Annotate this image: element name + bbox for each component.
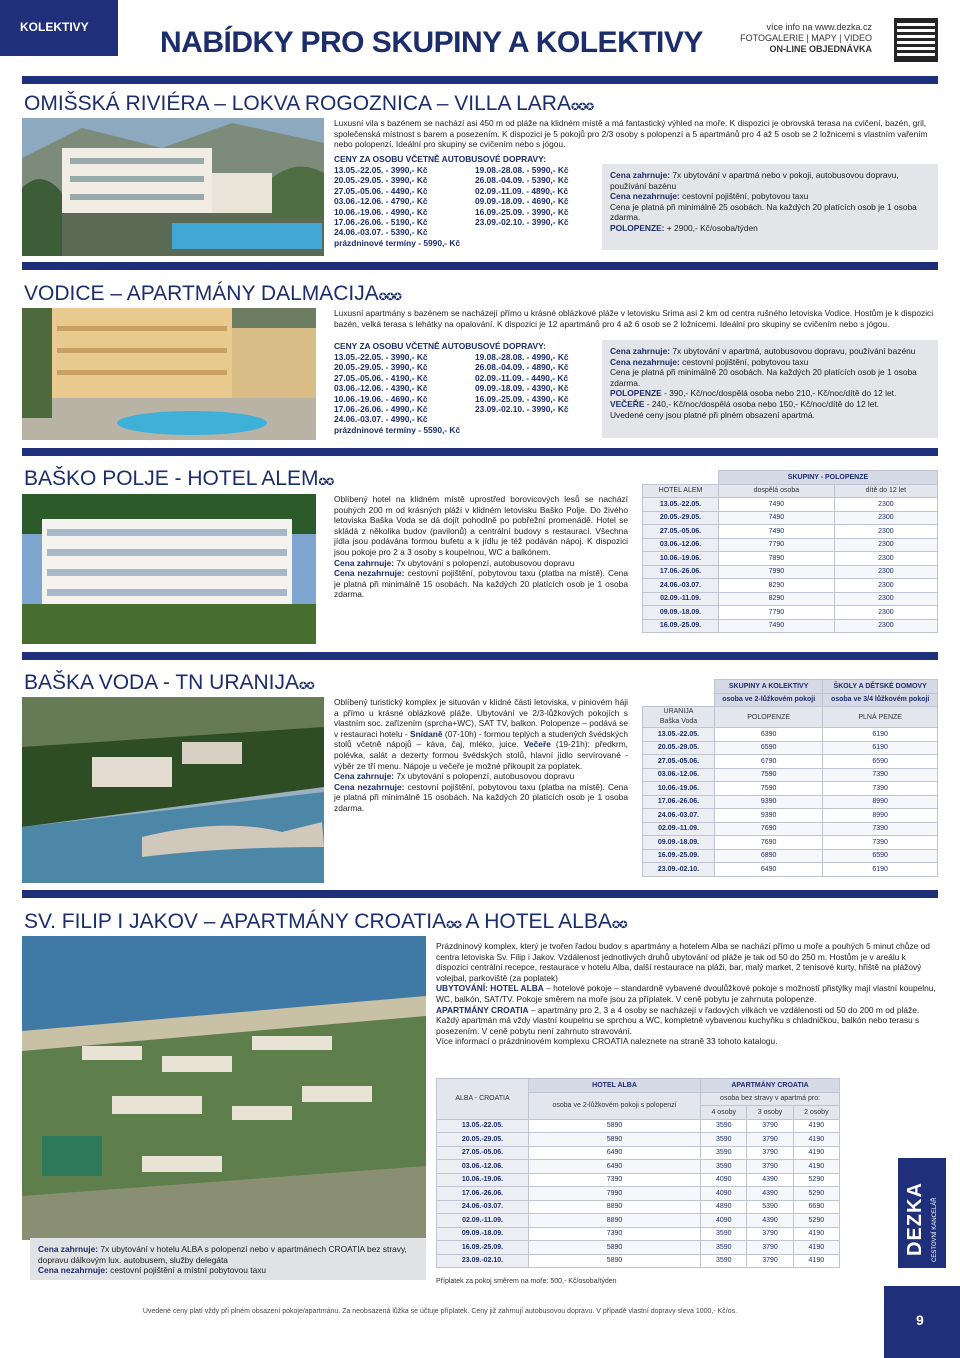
table-cell: 9390 (715, 795, 823, 809)
photo-alem (22, 494, 316, 644)
price-list-2: 19.08.-28.08. - 5990,- Kč 26.08.-04.09. - 5390,- Kč 02.09.-11.09. - 4890,- Kč 09.09.-18.09. - 4690,- Kč 16.09.-25.09. - 3990,- Kč 23.09.-02.10. - 3990,- Kč (475, 165, 569, 228)
description-dalmacija: Luxusní apartmány s bazénem se nacházejí přímo u krásné oblázkové pláže v letovisku Srima asi 2 km od centra rušného letoviska Vodice. Hostům je k dispozici bazén, velká terasa s lehátky na opalování. K dispozici je 12 apartmánů pro 4 až 6 osob se 2 ložnicemi. Ideální pro skupiny se cvičením nebo s jógou. (334, 308, 934, 329)
page-title: NABÍDKY PRO SKUPINY A KOLEKTIVY (160, 26, 703, 59)
table-date-cell: 16.09.-25.09. (643, 849, 715, 863)
table-cell: 6690 (793, 1200, 839, 1214)
table-cell: 3590 (701, 1160, 747, 1174)
description-uranija: Oblíbený turistický komplex je situován v klidné části letoviska, v piniovém háji a přímo u krásné oblázkové pláže. Ubytování ve 2/3-lůžkových pokojích s vlastním soc. zařízením (sprcha+WC), SAT TV, balkon. Polopenze – podává se v restauraci hotelu - Snídaně (07-10h) - formou teplých a studených švédských stolů včetně nápojů – káva, čaj, mléko, juice. Večeře (19-21h): předkrm, polévka, salát a dezerty formou švédských stolů, hlavní jídlo servírované - výběr ze tří menu. Nápoje u večeře je možné přikoupit za poplatek. Cena zahrnuje: 7x ubytování s polopenzí, autobusovou dopravu Cena nezahrnuje: cestovní pojištění, pobytovou taxu (platba na místě). Cena je platná při minimálně 15 osobách. Na každých 20 platících osob je 1 osoba zdarma. (334, 697, 629, 813)
table-row (437, 1227, 840, 1241)
table-cell: 4090 (701, 1173, 747, 1187)
table-cell: 6190 (823, 863, 938, 877)
conditions-box-villa-lara: Cena zahrnuje: 7x ubytování v apartmá nebo v pokoji, autobusovou dopravu, používání bazénu Cena nezahrnuje: cestovní pojištění, pobytovou taxu Cena je platná při minimálně 25 osobách. Na každých 20 platících osob je 1 osoba zdarma. POLOPENZE: + 2900,- Kč/osoba/týden (602, 164, 938, 250)
price-heading: CENY ZA OSOBU VČETNĚ AUTOBUSOVÉ DOPRAVY: (334, 154, 546, 164)
table-cell: 4390 (747, 1214, 793, 1228)
media-links[interactable]: FOTOGALERIE | MAPY | VIDEO (740, 33, 872, 43)
section-title-uranija: BAŠKA VODA - TN URANIJA✪✪ (24, 671, 314, 694)
table-date-cell: 02.09.-11.09. (643, 822, 715, 836)
table-cell: 2300 (834, 525, 937, 539)
section-title-filip-jakov: SV. FILIP I JAKOV – APARTMÁNY CROATIA✪✪ A HOTEL ALBA✪✪ (24, 910, 627, 933)
table-row (643, 849, 938, 863)
stars-icon: ✪✪ (318, 477, 334, 488)
table-cell: 3790 (747, 1254, 793, 1268)
table-date-cell: 16.09.-25.09. (643, 619, 719, 633)
table-row (437, 1214, 840, 1228)
table-row (643, 836, 938, 850)
table-row (643, 498, 938, 512)
table-row (643, 755, 938, 769)
photo-uranija (22, 697, 324, 883)
table-cell: 5290 (793, 1173, 839, 1187)
table-cell: 8890 (529, 1214, 701, 1228)
table-cell: 4190 (793, 1133, 839, 1147)
table-cell: 8890 (529, 1200, 701, 1214)
divider (22, 262, 938, 270)
table-row (643, 728, 938, 742)
divider (22, 76, 938, 84)
divider (22, 890, 938, 898)
category-tab[interactable] (0, 0, 118, 56)
table-date-cell: 20.05.-29.05. (643, 741, 715, 755)
price-list-2: 19.08.-28.08. - 4990,- Kč 26.08.-04.09. - 4890,- Kč 02.09.-11.09. - 4490,- Kč 09.09.-18.09. - 4390,- Kč 16.09.-25.09. - 4390,- Kč 23.09.-02.10. - 3990,- Kč (475, 352, 569, 415)
table-cell: 7990 (719, 565, 835, 579)
table-row (643, 565, 938, 579)
footer-note: Uvedené ceny platí vždy při plném obsazení pokoje/apartmánu. Za neobsazená lůžka se účtuje příplatek. Ceny již zahrnují autobusovou dopravu. V případě vlastní dopravy sleva 1000,- Kč/os. (142, 1308, 738, 1315)
table-date-cell: 09.09.-18.09. (643, 836, 715, 850)
table-cell: 7390 (823, 768, 938, 782)
table-cell: 3590 (701, 1227, 747, 1241)
table-cell: 8990 (823, 809, 938, 823)
table-cell: 7390 (529, 1227, 701, 1241)
stars-icon: ✪✪✪ (378, 292, 401, 303)
table-cell: 3590 (701, 1133, 747, 1147)
table-cell: 2300 (834, 619, 937, 633)
table-cell: 6590 (823, 849, 938, 863)
table-cell: 3790 (747, 1160, 793, 1174)
table-cell: 6490 (529, 1160, 701, 1174)
table-row (643, 538, 938, 552)
table-date-cell: 20.05.-29.05. (643, 511, 719, 525)
table-cell: 4190 (793, 1241, 839, 1255)
table-date-cell: 24.06.-03.07. (643, 809, 715, 823)
table-row (643, 782, 938, 796)
table-cell: 3790 (747, 1227, 793, 1241)
table-cell: 4190 (793, 1146, 839, 1160)
table-cell: 3590 (701, 1241, 747, 1255)
section-title-villa-lara: OMIŠSKÁ RIVIÉRA – LOKVA ROGOZNICA – VILLA LARA✪✪✪ (24, 92, 594, 115)
table-cell: 8290 (719, 592, 835, 606)
table-cell: 3590 (701, 1146, 747, 1160)
price-heading: CENY ZA OSOBU VČETNĚ AUTOBUSOVÉ DOPRAVY: (334, 341, 546, 351)
table-cell: 7990 (529, 1187, 701, 1201)
stars-icon: ✪✪ (299, 681, 314, 692)
table-cell: 4190 (793, 1254, 839, 1268)
table-cell: 3790 (747, 1146, 793, 1160)
section-title-dalmacija: VODICE – APARTMÁNY DALMACIJA✪✪✪ (24, 282, 401, 305)
table-cell: 3590 (701, 1119, 747, 1133)
stars-icon: ✪✪ (611, 920, 627, 931)
price-table-filip-jakov: ALBA - CROATIA HOTEL ALBA APARTMÁNY CROATIA osoba ve 2-lůžkovém pokoji s polopenzí osoba bez stravy v apartmá pro: 4 osoby 3 osoby 2 osoby 13.05.-22.05. 5890 3590 3790 4190 20.05.-29.05. 5890 3590 3790 4190 27.05.-05.06. 6490 3590 3790 4190 03.06.-12.06. 6490 3590 3790 4190 10.06.-19.06. 7390 4090 4390 5290 17.06.-26.06. 7990 4090 4390 5290 24.06.-03.07. 8890 4890 5390 6690 02.09.-11.09. 8890 4090 4390 5290 09.09.-18.09. 7390 3590 3790 4190 16.09.-25.09. 5890 3590 3790 4190 23.09.-02.10. 5890 3590 3790 4190 (436, 1078, 840, 1268)
table-cell: 7790 (719, 538, 835, 552)
table-row (643, 552, 938, 566)
price-list-1: 13.05.-22.05. - 3990,- Kč 20.05.-29.05. - 3990,- Kč 27.05.-05.06. - 4490,- Kč 03.06.-12.06. - 4790,- Kč 10.06.-19.06. - 4990,- Kč 17.06.-26.06. - 5190,- Kč 24.06.-03.07. - 5390,- Kč prázdninové termíny - 5990,- Kč (334, 165, 461, 248)
table-row (643, 525, 938, 539)
table-row (643, 822, 938, 836)
table-cell: 5890 (529, 1133, 701, 1147)
stars-icon: ✪✪ (446, 920, 461, 931)
table-cell: 2300 (834, 565, 937, 579)
table-cell: 3790 (747, 1241, 793, 1255)
table-row (437, 1119, 840, 1133)
table-row (437, 1187, 840, 1201)
table-row (643, 768, 938, 782)
qr-code-icon (894, 18, 938, 62)
photo-dalmacija (22, 308, 316, 440)
table-cell: 5390 (747, 1200, 793, 1214)
price-table-uranija: SKUPINY A KOLEKTIVY ŠKOLY A DĚTSKÉ DOMOVY osoba ve 2-lůžkovém pokoji osoba ve 3/4 lůžkovém pokoji URANIJA Baška Voda POLOPENZE PLNÁ PENZE 13.05.-22.05. 6390 6190 20.05.-29.05. 6590 6190 27.05.-05.06. 6790 6590 03.06.-12.06. 7590 7390 10.06.-19.06. 7590 7390 17.06.-26.06. 9390 8990 24.06.-03.07. 9390 8990 02.09.-11.09. 7690 7390 09.09.-18.09. 7690 7390 16.09.-25.09. 6890 6590 23.09.-02.10. 6490 6190 (642, 679, 938, 877)
table-date-cell: 23.09.-02.10. (643, 863, 715, 877)
table-row (437, 1254, 840, 1268)
table-date-cell: 13.05.-22.05. (643, 728, 715, 742)
table-cell: 2300 (834, 592, 937, 606)
online-order-link[interactable]: ON-LINE OBJEDNÁVKA (769, 44, 872, 54)
table-cell: 7390 (823, 782, 938, 796)
table-cell: 6590 (715, 741, 823, 755)
table-cell: 7490 (719, 525, 835, 539)
section-title-alem: BAŠKO POLJE - HOTEL ALEM✪✪ (24, 467, 334, 490)
table-cell: 2300 (834, 538, 937, 552)
table-date-cell: 24.06.-03.07. (643, 579, 719, 593)
table-cell: 3790 (747, 1133, 793, 1147)
table-cell: 4190 (793, 1119, 839, 1133)
table-cell: 6190 (823, 741, 938, 755)
table-cell: 7490 (719, 619, 835, 633)
table-cell: 7790 (719, 606, 835, 620)
table-date-cell: 09.09.-18.09. (437, 1227, 529, 1241)
table-cell: 2300 (834, 606, 937, 620)
table-cell: 7890 (719, 552, 835, 566)
page-number: 9 (884, 1286, 960, 1358)
table-cell: 8990 (823, 795, 938, 809)
table-cell: 4390 (747, 1187, 793, 1201)
description-villa-lara: Luxusní vila s bazénem se nachází asi 450 m od pláže na klidném místě a má fantastický výhled na moře. K dispozici je obrovská terasa na cvičení, bazén, gril, společenská místnost s barem a posezením. K dispozici je 5 pokojů pro 2/3 osoby s polopenzí a 5 apartmánů pro 4 až 5 osob se 2 ložnicemi s vlastním vařením nebo polopenzí. Ideální pro skupiny se cvičením nebo s jógou. (334, 118, 928, 150)
table-date-cell: 17.06.-26.06. (643, 565, 719, 579)
table-date-cell: 03.06.-12.06. (643, 768, 715, 782)
table-date-cell: 17.06.-26.06. (437, 1187, 529, 1201)
table-cell: 3790 (747, 1119, 793, 1133)
table-cell: 4390 (747, 1173, 793, 1187)
table-row (437, 1241, 840, 1255)
table-cell: 7390 (823, 836, 938, 850)
table-date-cell: 16.09.-25.09. (437, 1241, 529, 1255)
table-cell: 3590 (701, 1254, 747, 1268)
table-cell: 7390 (823, 822, 938, 836)
table-date-cell: 09.09.-18.09. (643, 606, 719, 620)
table-cell: 4190 (793, 1227, 839, 1241)
table-cell: 5290 (793, 1214, 839, 1228)
table-row (643, 592, 938, 606)
table-cell: 6490 (715, 863, 823, 877)
table-cell: 5890 (529, 1254, 701, 1268)
table-cell: 6190 (823, 728, 938, 742)
table-cell: 4190 (793, 1160, 839, 1174)
table-cell: 5290 (793, 1187, 839, 1201)
table-row (437, 1133, 840, 1147)
table-cell: 6890 (715, 849, 823, 863)
table-date-cell: 03.06.-12.06. (437, 1160, 529, 1174)
divider (22, 652, 938, 660)
table-date-cell: 10.06.-19.06. (643, 552, 719, 566)
info-link[interactable]: více info na www.dezka.cz (766, 22, 872, 32)
table-cell: 4090 (701, 1187, 747, 1201)
divider (22, 448, 938, 456)
table-date-cell: 20.05.-29.05. (437, 1133, 529, 1147)
table-cell: 9390 (715, 809, 823, 823)
photo-villa-lara (22, 118, 324, 256)
table-row (643, 619, 938, 633)
conditions-box-filip-jakov: Cena zahrnuje: 7x ubytování v hotelu ALBA s polopenzí nebo v apartmánech CROATIA bez stravy, dopravu dálkovým lux. autobusem, služby delegáta Cena nezahrnuje: cestovní pojištění a místní pobytovou taxu (30, 1238, 426, 1280)
table-cell: 6390 (715, 728, 823, 742)
table-row (643, 795, 938, 809)
table-row (437, 1173, 840, 1187)
table-cell: 7590 (715, 768, 823, 782)
table-cell: 6590 (823, 755, 938, 769)
table-date-cell: 13.05.-22.05. (437, 1119, 529, 1133)
table-row (437, 1146, 840, 1160)
table-cell: 8290 (719, 579, 835, 593)
table-date-cell: 27.05.-05.06. (643, 525, 719, 539)
table-date-cell: 17.06.-26.06. (643, 795, 715, 809)
table-cell: 7690 (715, 822, 823, 836)
photo-filip-jakov (22, 936, 426, 1240)
header-links (740, 22, 872, 55)
table-date-cell: 23.09.-02.10. (437, 1254, 529, 1268)
table-cell: 5890 (529, 1119, 701, 1133)
table-date-cell: 10.06.-19.06. (437, 1173, 529, 1187)
table-cell: 2300 (834, 579, 937, 593)
table-row (643, 741, 938, 755)
description-filip-jakov: Prázdninový komplex, který je tvořen řadou budov s apartmány a hotelem Alba se nachází přímo u moře a pouhých 5 minut chůze od centra letoviska Sv. Filip i Jakov. Vzdálenost jednotlivých druhů ubytování od pláže je tak od 50 do 250 m. Hostům je v areálu k dispozici centrální recepce, restaurace v hotelu Alba, další restaurace na pláži, bar, malý market, 2 tenisové kurty, hřiště na plážový volejbal, parkoviště (za poplatek) UBYTOVÁNÍ: HOTEL ALBA – hotelové pokoje – standardně vybavené dvoulůžkové pokoje s možností přistýlky mají vlastní koupelnu, WC, balkón, SAT/TV. Pokoje směrem na moře jsou za příplatek. V ceně pobytu je zahrnuta polopenze. APARTMÁNY CROATIA – apartmány pro 2, 3 a 4 osoby se nacházejí v řadových vilkách ve vzdálenosti od 50 do 200 m od pláže. Každý apartmán má vždy vlastní koupelnu se sprchou a WC, kompletně vybavenou kuchyňku s chladničkou, balkón nebo terasu s posezením. V ceně pobytu není zahrnuto stravování. Více informací o prázdninovém komplexu CROATIA naleznete na straně 33 tohoto katalogu. (436, 941, 936, 1047)
table-row (437, 1160, 840, 1174)
table-cell: 2300 (834, 498, 937, 512)
table-cell: 2300 (834, 552, 937, 566)
table-cell: 4090 (701, 1214, 747, 1228)
price-table-alem: SKUPINY - POLOPENZE HOTEL ALEM dospělá osoba dítě do 12 let 13.05.-22.05. 7490 2300 20.05.-29.05. 7490 2300 27.05.-05.06. 7490 2300 03.06.-12.06. 7790 2300 10.06.-19.06. 7890 2300 17.06.-26.06. 7990 2300 24.06.-03.07. 8290 2300 02.09.-11.09. 8290 2300 09.09.-18.09. 7790 2300 16.09.-25.09. 7490 2300 (642, 470, 938, 633)
table-cell: 6790 (715, 755, 823, 769)
table-date-cell: 24.06.-03.07. (437, 1200, 529, 1214)
table-cell: 7490 (719, 498, 835, 512)
table-row (643, 809, 938, 823)
table-row (643, 579, 938, 593)
table-date-cell: 03.06.-12.06. (643, 538, 719, 552)
table-cell: 4890 (701, 1200, 747, 1214)
table-date-cell: 02.09.-11.09. (437, 1214, 529, 1228)
table-row (643, 606, 938, 620)
table-date-cell: 02.09.-11.09. (643, 592, 719, 606)
table-cell: 2300 (834, 511, 937, 525)
conditions-box-dalmacija: Cena zahrnuje: 7x ubytování v apartmá, autobusovou dopravu, používání bazénu Cena nezahrnuje: cestovní pojištění, pobytovou taxu Cena je platná při minimálně 20 osobách. Na každých 20 platících osob je 1 osoba zdarma. POLOPENZE - 390,- Kč/noc/dospělá osoba nebo 210,- Kč/noc/dítě do 12 let. VEČEŘE - 240,- Kč/noc/dospělá osoba nebo 150,- Kč/noc/dítě do 12 let. Uvedené ceny jsou platné při plném obsazení apartmá. (602, 340, 938, 438)
category-label: KOLEKTIVY (20, 20, 89, 34)
table-cell: 7590 (715, 782, 823, 796)
table-cell: 7390 (529, 1173, 701, 1187)
table-cell: 5890 (529, 1241, 701, 1255)
table-cell: 7690 (715, 836, 823, 850)
surcharge-note: Příplatek za pokoj směrem na moře: 500,- Kč/osoba/týden (436, 1278, 617, 1285)
dezka-logo: DEZKA CESTOVNÍ KANCELÁŘ (898, 1158, 946, 1268)
table-row (643, 863, 938, 877)
table-date-cell: 27.05.-05.06. (437, 1146, 529, 1160)
table-date-cell: 27.05.-05.06. (643, 755, 715, 769)
table-date-cell: 13.05.-22.05. (643, 498, 719, 512)
table-cell: 6490 (529, 1146, 701, 1160)
stars-icon: ✪✪✪ (570, 102, 594, 113)
table-row (437, 1200, 840, 1214)
price-list-1: 13.05.-22.05. - 3990,- Kč 20.05.-29.05. - 3990,- Kč 27.05.-05.06. - 4190,- Kč 03.06.-12.06. - 4390,- Kč 10.06.-19.06. - 4690,- Kč 17.06.-26.06. - 4990,- Kč 24.06.-03.07. - 4990,- Kč prázdninové termíny - 5590,- Kč (334, 352, 461, 435)
table-row (643, 511, 938, 525)
table-cell: 7490 (719, 511, 835, 525)
table-date-cell: 10.06.-19.06. (643, 782, 715, 796)
description-alem: Oblíbený hotel na klidném místě uprostřed borovicových lesů se nachází pouhých 200 m od krásných pláží v klidném letovisku Baško Polje. Do živého letoviska Baška Voda se dá dojít pohodlně po pobřežní promenádě. Hotel se skládá z několika budov (pavilonů) a centrální budovy s restaurací. Všechna jídla jsou podávána formou bufetu a k jídlu je též podáván nápoj. K dispozici jsou pokoje pro 2 a 3 osoby s koupelnou, WC a balkónem. Cena zahrnuje: 7x ubytování s polopenzí, autobusovou dopravu Cena nezahrnuje: cestovní pojištění, pobytovou taxu (platba na místě). Cena je platná při minimálně 15 osobách. Na každých 20 platících osob je 1 osoba zdarma. (334, 494, 629, 600)
